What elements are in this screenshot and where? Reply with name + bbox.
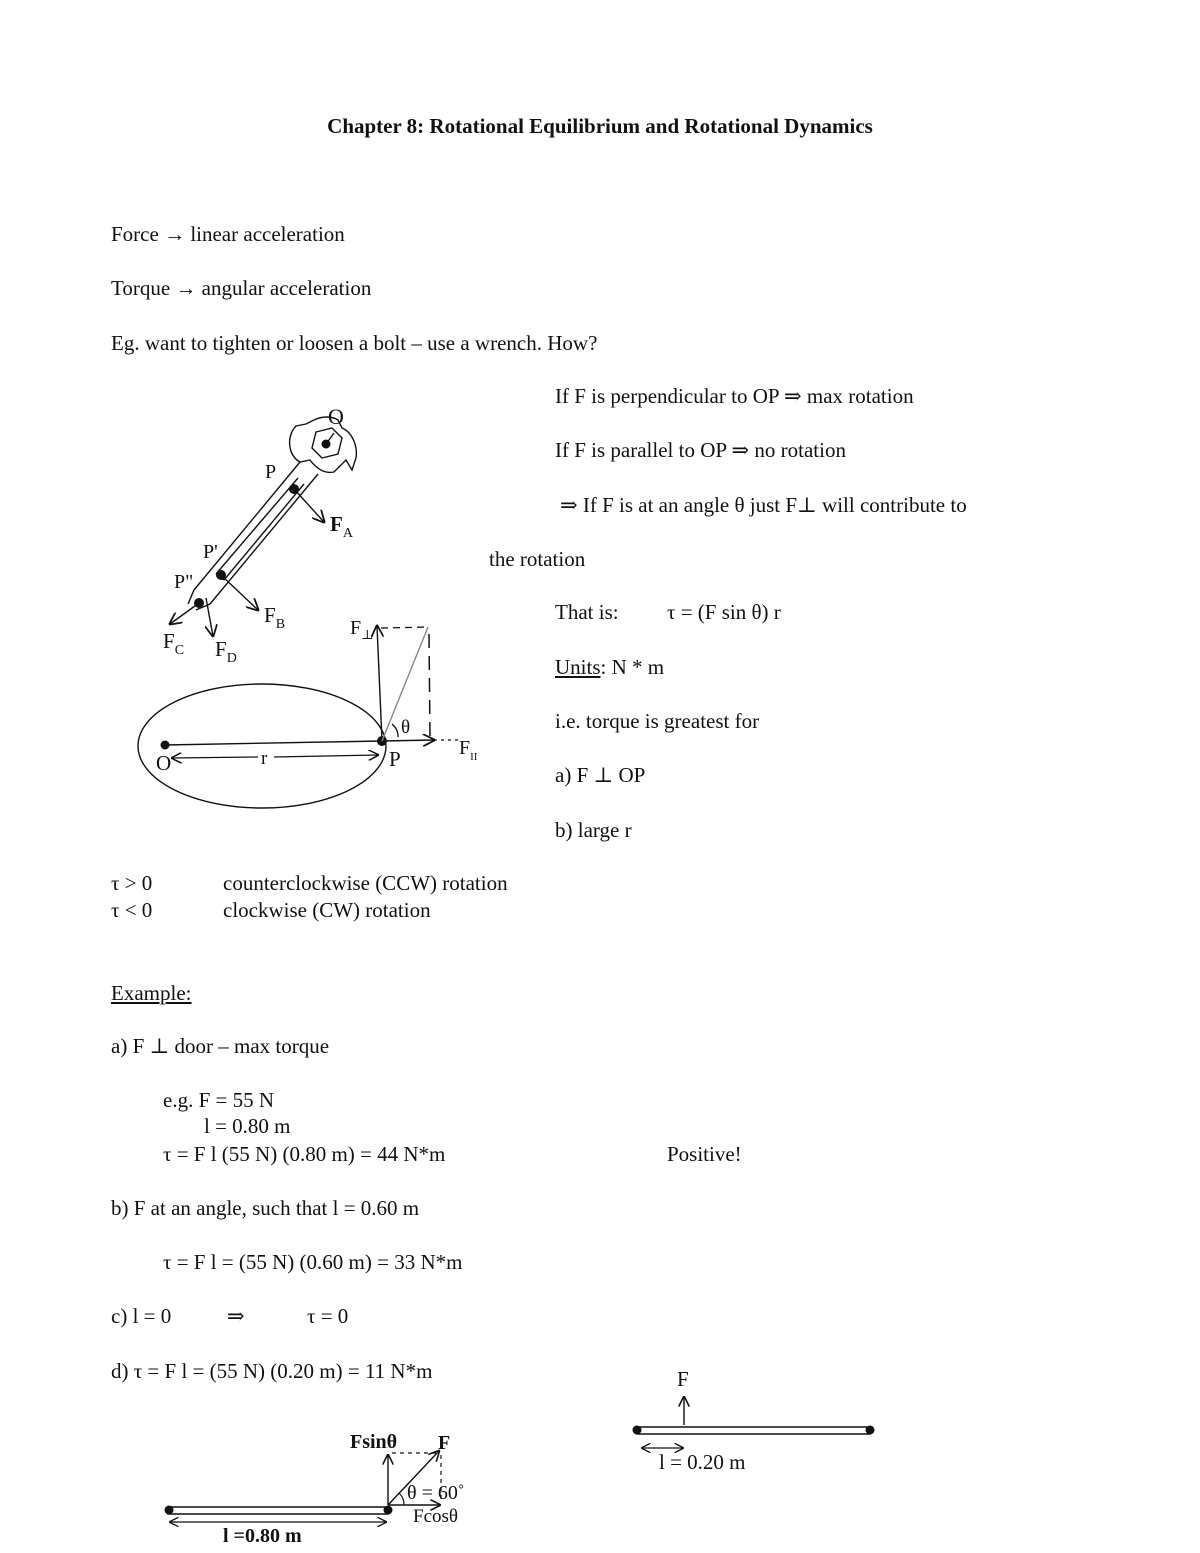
angle-statement: ⇒ If F is at an angle θ just F⊥ will contribute to — [560, 493, 967, 517]
label-O-wrench: O — [328, 404, 344, 429]
positive-torque-text: counterclockwise (CCW) rotation — [223, 871, 508, 895]
label-r: r — [261, 748, 268, 769]
example-a-torque: τ = F l (55 N) (0.80 m) = 44 N*m — [163, 1142, 446, 1166]
label-O-circle: O — [156, 751, 172, 775]
label-theta-60: θ = 60˚ — [407, 1482, 465, 1504]
force-B-arrow — [221, 575, 258, 610]
wrench-torque-diagram — [0, 0, 560, 860]
label-F-perp: $F_\perp$ — [350, 617, 374, 642]
example-d: d) τ = F l = (55 N) (0.20 m) = 11 N*m — [111, 1359, 433, 1383]
intro-force-line: Force → linear acceleration — [111, 222, 345, 246]
condition-b: b) large r — [555, 818, 632, 842]
that-is-label: That is: — [555, 600, 619, 624]
r-arrow-right — [274, 755, 378, 757]
rotation-ellipse — [138, 684, 386, 808]
label-theta-circle: θ — [401, 717, 411, 738]
label-fsin: Fsinθ — [350, 1431, 398, 1453]
example-a-positive: Positive! — [667, 1142, 742, 1166]
label-length-020: l = 0.20 m — [659, 1450, 746, 1474]
label-FD: $F_D$ — [215, 637, 237, 666]
door-force-end — [384, 1506, 393, 1515]
label-length-080: l =0.80 m — [223, 1525, 302, 1547]
condition-a: a) F ⊥ OP — [555, 763, 646, 787]
label-P-wrench: P — [265, 461, 277, 483]
label-P-circle: P — [389, 747, 401, 771]
units-line — [555, 657, 664, 678]
positive-torque-symbol: τ > 0 — [111, 871, 153, 895]
negative-torque-symbol: τ < 0 — [111, 898, 153, 922]
label-P2-wrench: P" — [174, 571, 194, 593]
dashed-right — [429, 634, 430, 738]
radius-line — [165, 741, 382, 745]
label-F-parallel: $F_{II}$ — [459, 737, 478, 763]
example-a-force: e.g. F = 55 N — [163, 1088, 275, 1112]
door-bar — [168, 1507, 388, 1514]
wrench-handle — [188, 462, 318, 610]
force-parallel-arrow — [382, 740, 434, 741]
intro-torque-line: Torque → angular acceleration — [111, 276, 372, 300]
torque-formula: τ = (F sin θ) r — [667, 600, 781, 624]
example-a-length: l = 0.80 m — [204, 1114, 291, 1138]
greatest-statement: i.e. torque is greatest for — [555, 709, 760, 733]
r-arrow-left — [172, 757, 258, 758]
units-value: : N * m — [600, 655, 665, 679]
parallel-statement: If F is parallel to OP ⇒ no rotation — [555, 438, 846, 462]
label-P1-wrench: P' — [203, 541, 218, 563]
negative-torque-text: clockwise (CW) rotation — [223, 898, 431, 922]
door-angle-diagram — [150, 1425, 490, 1553]
label-FA: $F_A$ — [330, 512, 353, 541]
short-arm-diagram — [625, 1362, 885, 1482]
intro-wrench-line: Eg. want to tighten or loosen a bolt – use a wrench. How? — [111, 331, 598, 355]
page-title: Chapter 8: Rotational Equilibrium and Rotational Dynamics — [327, 114, 873, 138]
force-A-arrow — [294, 489, 324, 522]
example-c-arrow: ⇒ — [227, 1304, 245, 1328]
angle-statement-continued: the rotation — [489, 547, 586, 571]
short-bar-right-end — [866, 1426, 875, 1435]
dashed-top — [381, 627, 428, 628]
example-heading: Example: — [111, 981, 192, 1005]
example-b-torque: τ = F l = (55 N) (0.60 m) = 33 N*m — [163, 1250, 463, 1274]
door-hinge-end — [165, 1506, 174, 1515]
units-label: Units — [555, 655, 601, 679]
example-a: a) F ⊥ door – max torque — [111, 1034, 330, 1058]
label-fcos: Fcosθ — [413, 1506, 458, 1527]
theta-arc — [392, 724, 398, 737]
example-c-right: τ = 0 — [307, 1304, 349, 1328]
label-FC: $F_C$ — [163, 629, 185, 658]
label-f-short: F — [677, 1367, 689, 1391]
label-f-bottom: F — [438, 1432, 451, 1454]
example-b: b) F at an angle, such that l = 0.60 m — [111, 1196, 420, 1220]
theta-arc-bottom — [399, 1493, 404, 1505]
force-C-arrow — [170, 603, 199, 624]
short-bar-left-end — [633, 1426, 642, 1435]
perpendicular-statement: If F is perpendicular to OP ⇒ max rotation — [555, 384, 914, 408]
short-bar — [637, 1427, 870, 1434]
example-c-left: c) l = 0 — [111, 1304, 172, 1328]
label-FB: $F_B$ — [264, 603, 286, 632]
point-O-circle — [161, 741, 170, 750]
